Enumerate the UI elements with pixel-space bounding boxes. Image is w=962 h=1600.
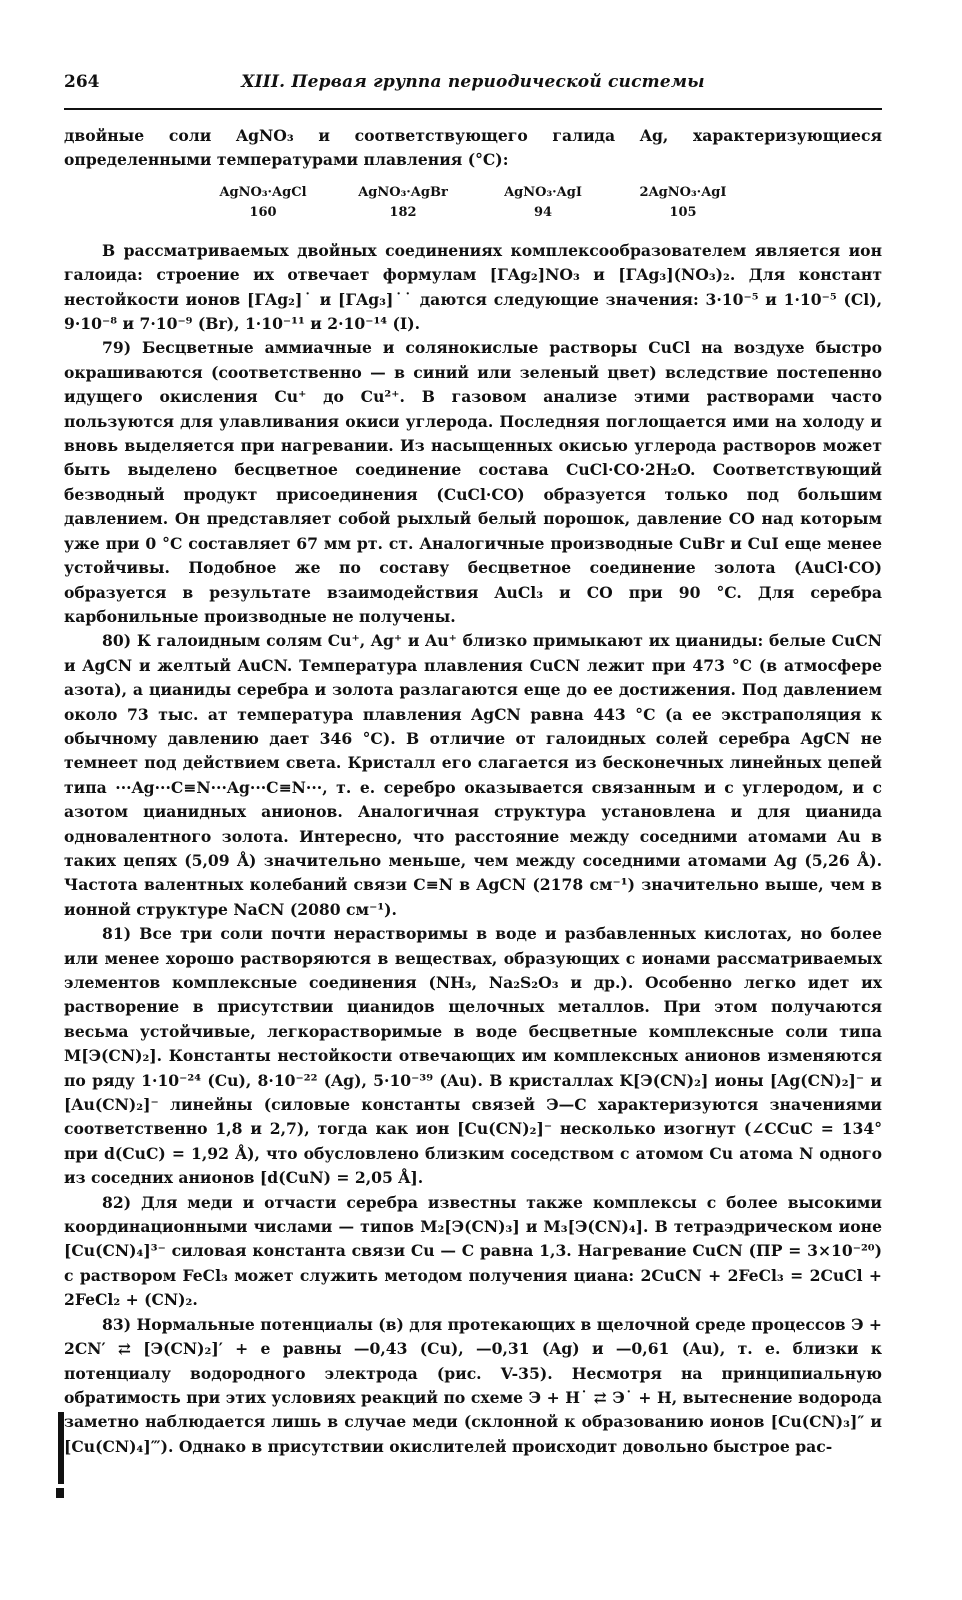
salt-formula: AgNO₃·AgCl [219,184,307,200]
salt-formula-row [193,183,753,203]
paragraph-82: 82) Для меди и отчасти серебра известны также комплексы с более высокими координационными числами — типов M₂[Э(CN)₃] и M₃[Э(CN)₄]. В тетраэдрическом ионе [Cu(CN)₄]³⁻ силовая константа связи Cu — C равна 1,3. Нагревание CuCN (ПР = 3×10⁻²⁰) с раствором FeCl₃ может служить методом получения циана: 2CuCN + 2FeCl₃ = 2CuCl + 2FeCl₂ + (CN)₂. [64,1192,882,1310]
margin-mark-tail [56,1488,64,1498]
double-salt-table [193,183,753,223]
paragraph-83: 83) Нормальные потенциалы (в) для протекающих в щелочной среде процессов Э + 2CN′ ⇄ [Э(CN)₂]′ + e равны —0,43 (Cu), —0,31 (Ag) и —0,61 (Au), т. е. близки к потенциалу водородного электрода (рис. V-35). Несмотря на принципиальную обратимость при этих условиях реакций по схеме Э + H˙ ⇄ Э˙ + H, вытеснение водорода заметно наблюдается лишь в случае меди (склонной к образованию ионов [Cu(CN)₃]″ и [Cu(CN)₄]‴). Однако в присутствии окислителей происходит довольно быстрое рас- [64,1314,882,1456]
paragraph-81: 81) Все три соли почти нерастворимы в воде и разбавленных кислотах, но более или менее хорошо растворяются в веществах, образующих с ионами рассматриваемых элементов комплексные соединения (NH₃, Na₂S₂O₃ и др.). Особенно легко идет их растворение в присутствии цианидов щелочных металлов. При этом получаются весьма устойчивые, легкорастворимые в воде бесцветные комплексные соли типа M[Э(CN)₂]. Константы нестойкости отвечающих им комплексных анионов изменяются по ряду 1·10⁻²⁴ (Cu), 8·10⁻²² (Ag), 5·10⁻³⁹ (Au). В кристаллах K[Э(CN)₂] ионы [Ag(CN)₂]⁻ и [Au(CN)₂]⁻ линейны (силовые константы связей Э—C характеризуются значениями соответственно 1,8 и 2,7), тогда как ион [Cu(CN)₂]⁻ несколько изогнут (∠CCuC = 134° при d(CuC) = 1,92 Å), что обусловлено близким соседством с атомом Cu атома N одного из соседних анионов [d(CuN) = 2,05 Å]. [64,924,882,1188]
paragraph-80: 80) К галоидным солям Cu⁺, Ag⁺ и Au⁺ близко примыкают их цианиды: белые CuCN и AgCN и желтый AuCN. Температура плавления CuCN лежит при 473 °C (в атмосфере азота), а цианиды серебра и золота разлагаются еще до ее достижения. Под давлением около 73 тыс. ат температура плавления AgCN равна 443 °C (а ее экстраполяция к обычному давлению дает 346 °C). В отличие от галоидных солей серебра AgCN не темнеет под действием света. Кристалл его слагается из бесконечных линейных цепей типа ···Ag···C≡N···Ag···C≡N···, т. е. серебро оказывается связанным и с углеродом, и с азотом цианидных анионов. Аналогичная структура установлена и для цианида одновалентного золота. Интересно, что расстояние между соседними атомами Au в таких цепях (5,09 Å) значительно меньше, чем между соседними атомами Ag (5,26 Å). Частота валентных колебаний связи C≡N в AgCN (2178 см⁻¹) значительно выше, чем в ионной структуре NaCN (2080 см⁻¹). [64,631,882,919]
salt-melting-point: 94 [533,204,553,220]
salt-formula: AgNO₃·AgBr [358,184,448,200]
intro-paragraph: двойные соли AgNO₃ и соответствующего галида Ag, характеризующиеся определенными температурами плавления (°C): [64,126,882,170]
salt-formula: 2AgNO₃·AgI [639,184,727,200]
salt-melting-point: 105 [669,204,697,220]
running-title: XIII. Первая группа периодической системы [241,72,705,92]
paragraph-complexes: В рассматриваемых двойных соединениях комплексообразователем является ион галоида: строение их отвечает формулам [ГAg₂]NO₃ и [ГAg₃](NO₃)₂. Для констант нестойкости ионов [ГAg₂]˙ и [ГAg₃]˙˙ даются следующие значения: 3·10⁻⁵ и 1·10⁻⁵ (Cl), 9·10⁻⁸ и 7·10⁻⁹ (Br), 1·10⁻¹¹ и 2·10⁻¹⁴ (I). [64,240,882,334]
margin-mark [58,1412,64,1484]
salt-formula: AgNO₃·AgI [504,184,582,200]
salt-melting-point: 160 [249,204,277,220]
salt-mp-row [193,203,753,223]
running-head [64,72,882,110]
page [64,72,882,1459]
salt-melting-point: 182 [389,204,417,220]
page-number: 264 [64,72,100,92]
paragraph-79: 79) Бесцветные аммиачные и солянокислые растворы CuCl на воздухе быстро окрашиваются (соответственно — в синий или зеленый цвет) вследствие постепенно идущего окисления Cu⁺ до Cu²⁺. В газовом анализе этими растворами часто пользуются для улавливания окиси углерода. Последняя поглощается ими на холоду и вновь выделяется при нагревании. Из насыщенных окисью углерода растворов может быть выделено бесцветное соединение состава CuCl·CO·2H₂O. Соответствующий безводный продукт присоединения (CuCl·CO) образуется только под большим давлением. Он представляет собой рыхлый белый порошок, давление CO над которым уже при 0 °C составляет 67 мм рт. ст. Аналогичные производные CuBr и CuI еще менее устойчивы. Подобное же по составу бесцветное соединение золота (AuCl·CO) образуется в результате взаимодействия AuCl₃ и CO при 90 °C. Для серебра карбонильные производные не получены. [64,338,882,626]
body-text [64,124,882,1459]
